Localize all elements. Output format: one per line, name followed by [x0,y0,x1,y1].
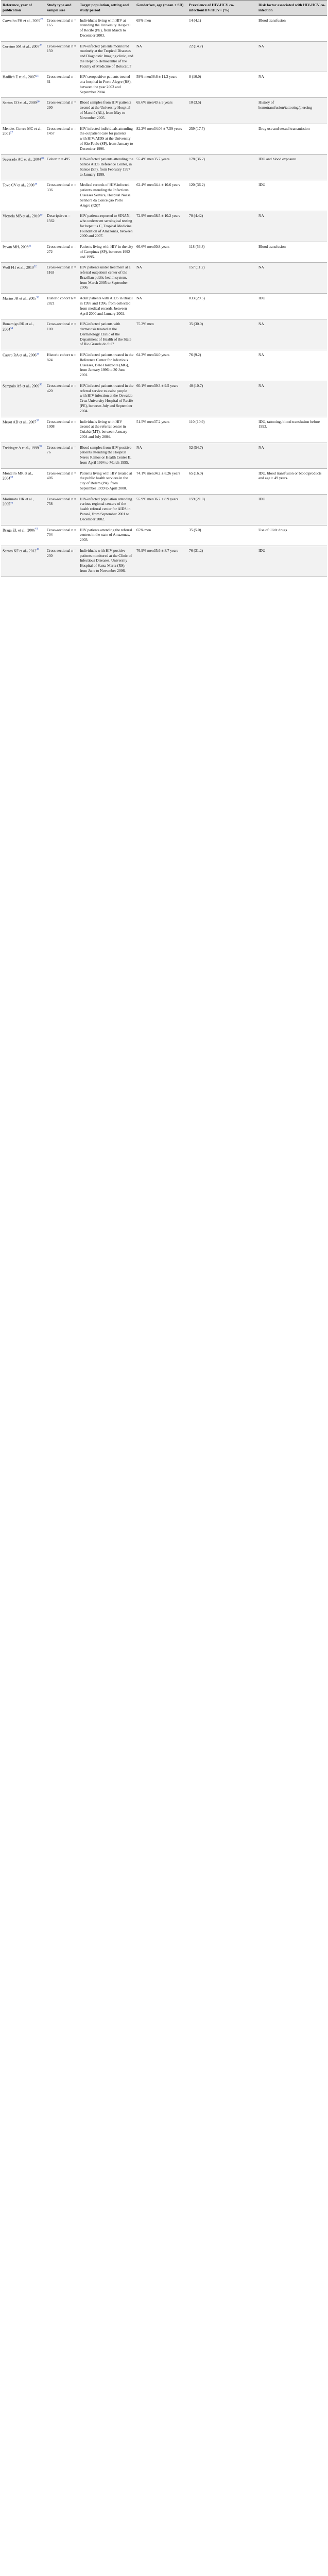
table-row [1,350,327,381]
cell-gender-age: 65% men [135,525,187,546]
table-row [1,417,327,443]
table-row [1,381,327,417]
reference-number: 25 [36,74,39,78]
cell-reference [1,72,45,98]
cell-study-type: Cross-sectional n = 100 [45,319,78,350]
cell-population: HIV-infected patients with dermatosis treated at the Dermatology Clinic of the Department of Health of the State of Rio Grande do Sul? [78,319,135,350]
reference-text: Santos EO et al., 2009 [3,100,37,105]
reference-number: 27 [10,131,13,134]
cell-reference [1,417,45,443]
cell-prevalence: 22 (14.7) [187,41,257,72]
cell-study-type: Cross-sectional n = 150 [45,41,78,72]
cell-reference [1,155,45,180]
reference-link[interactable] [10,327,13,332]
cell-population: Blood samples from HIV-positive patients attending the Hospital Nereu Ramos or Health Center II, from April 1994 to March 1995. [78,443,135,468]
reference-link[interactable] [40,214,43,218]
reference-number: 39 [10,476,13,479]
reference-number: 37 [36,419,39,422]
reference-link[interactable] [39,445,42,450]
cell-gender-age: NA [135,294,187,319]
cell-risk-factor: NA [257,350,327,381]
table-row [1,468,327,494]
cell-prevalence: 40 (10.7) [187,381,257,417]
table-row [1,242,327,263]
cell-prevalence: 118 (53.8) [187,242,257,263]
cell-prevalence: 76 (9.2) [187,350,257,381]
reference-link[interactable] [37,353,40,358]
reference-text: Segurado AC et al., 2004 [3,157,41,162]
table-body [1,15,327,577]
reference-link[interactable] [41,157,44,162]
cell-gender-age: 74.1% men34.2 ± 8.26 years [135,468,187,494]
reference-number: 33 [36,296,39,299]
table-header [1,1,327,16]
cell-gender-age: 72.9% men38.5 ± 10.2 years [135,211,187,242]
cell-study-type: Cross-sectional n = 704 [45,525,78,546]
cell-risk-factor: IDU, blood transfusion or blood products and age > 49 years. [257,468,327,494]
cell-reference [1,263,45,294]
cell-risk-factor: NA [257,381,327,417]
cell-gender-age: 51.5% men37.2 years [135,417,187,443]
reference-text: Mendes-Correa MC et al., 2001 [3,126,43,136]
cell-risk-factor: IDU [257,494,327,525]
cell-study-type: Cross-sectional n = 406 [45,468,78,494]
cell-population: HIV patients attending the referral centers in the state of Amazonas, 2003. [78,525,135,546]
table-row [1,319,327,350]
table-row [1,155,327,180]
reference-text: Wolf FH et al., 2010 [3,265,34,270]
cell-gender-age: NA [135,41,187,72]
cell-risk-factor: NA [257,72,327,98]
cell-population: Adult patients with AIDS in Brazil in 1995 and 1996, from collected from medical records, between April 2000 and January 2002. [78,294,135,319]
reference-text: Bonamigo RR et al., 2004 [3,321,34,332]
reference-number: 36 [39,383,42,386]
reference-text: Tovo CV et al., 2006 [3,182,34,188]
cell-prevalence: 833 (29.5) [187,294,257,319]
cell-gender-age: 76.9% men35.6 ± 8.7 years [135,546,187,577]
reference-number: 24 [39,43,42,47]
page [0,0,328,577]
cell-study-type: Cross-sectional n = 61 [45,72,78,98]
header-gender-age: Gender/sex, age (mean ± SD) [135,1,187,16]
reference-link[interactable] [39,383,42,388]
reference-number: 30 [39,213,43,217]
reference-number: 41 [34,527,38,531]
cell-study-type: Cross-sectional n = 420 [45,381,78,417]
reference-number: 28 [41,157,44,160]
cell-prevalence: 76 (31.2) [187,546,257,577]
cell-risk-factor: NA [257,211,327,242]
cell-risk-factor: Blood transfusion [257,15,327,41]
reference-text: Monteiro MR et al., 2004 [3,470,33,481]
reference-number: 29 [34,182,38,186]
cell-gender-age: 62.4% men34.4 ± 10.6 years [135,180,187,211]
cell-reference [1,546,45,577]
reference-text: Braga EL et al., 2006 [3,528,35,533]
table-row [1,211,327,242]
cell-prevalence: 52 (54.7) [187,443,257,468]
cell-risk-factor: History of hemotransfusion/tattooing/piercing [257,98,327,124]
reference-text: Corvino SM et al., 2007 [3,44,40,49]
cell-prevalence: 70 (4.42) [187,211,257,242]
cell-population: HIV-infected individuals attending the outpatient care for patients with HIV/AIDS at the University of São Paulo (SP), from January to December 1996. [78,124,135,155]
cell-population: HIV-infected patients treated in the referral service to assist people with HIV infection at the Oswaldo Cruz University Hospital of Recife (PE), between July and September 2004. [78,381,135,417]
reference-number: 38 [39,445,42,448]
reference-number: 32 [33,265,37,268]
cell-population: HIV-infected patients monitored routinely at the Tropical Diseases and Diagnostic Imaging clinic, and the Hepatic-Hemocentre of the Faculty of Medicine of Botucatu? [78,41,135,72]
reference-link[interactable] [40,18,43,23]
cell-population: Blood samples from HIV patients treated at the University Hospital of Maceió (AL), from May to November 2005. [78,98,135,124]
reference-link[interactable] [10,502,13,506]
cell-reference [1,211,45,242]
cell-study-type: Cross-sectional n = 1163 [45,263,78,294]
table-row [1,294,327,319]
reference-link[interactable] [34,265,37,270]
cell-gender-age: 55.9% men36.7 ± 8.9 years [135,494,187,525]
cell-prevalence: 259 (17.7) [187,124,257,155]
cell-gender-age: NA [135,443,187,468]
reference-number: 34 [10,327,13,330]
cell-prevalence: 14 (4.1) [187,15,257,41]
cell-reference [1,350,45,381]
cell-risk-factor: Blood transfusion [257,242,327,263]
cell-study-type: Cross-sectional n = 290 [45,98,78,124]
cell-risk-factor: NA [257,263,327,294]
cell-study-type: Cross-sectional n = 165 [45,15,78,41]
table-row [1,180,327,211]
header-population: Target population, setting and study period [78,1,135,16]
cell-prevalence: 35 (30.0) [187,319,257,350]
cell-prevalence: 10 (3.5) [187,98,257,124]
cell-population: HIV-infected patients treated in the Reference Center for Infectious Diseases, Belo Horizonte (MG), from January 1996 to 30 June 2001. [78,350,135,381]
coinfection-table [1,0,327,577]
cell-study-type: Historic cohort n = 824 [45,350,78,381]
reference-text: Carvalho FH et al., 2009 [3,18,41,23]
cell-population: HIV patients under treatment at a referral outpatient center of the Brazilian public health system, from March 2005 to September 2006. [78,263,135,294]
reference-text: Mesot AD et al., 2007 [3,419,37,424]
cell-reference [1,494,45,525]
cell-prevalence: 178 (36.2) [187,155,257,180]
cell-gender-age: 64.3% men34.0 years [135,350,187,381]
cell-prevalence: 8 (10.0) [187,72,257,98]
reference-link[interactable] [37,548,40,553]
cell-risk-factor: IDU [257,294,327,319]
reference-text: Treitinger A et al., 1999 [3,445,39,450]
table-row [1,443,327,468]
reference-link[interactable] [10,131,13,136]
table-row [1,546,327,577]
header-study-type: Study type and sample size [45,1,78,16]
cell-gender-age: 55.4% men35.7 years [135,155,187,180]
cell-prevalence: 65 (16.0) [187,468,257,494]
reference-number: 35 [36,352,40,356]
cell-population: HIV patients reported to SINAN, who underwent serological testing for hepatitis C, Tropical Medicine Foundation of Amazonas, between 2000 and 2007. [78,211,135,242]
table-row [1,41,327,72]
reference-link[interactable] [36,296,39,301]
cell-gender-age: 66.6% men30.8 years [135,242,187,263]
cell-study-type: Cross-sectional n = 272 [45,242,78,263]
cell-population: HIV-seropositive patients treated at a hospital in Porto Alegre (RS), between the year 2003 and September 2004. [78,72,135,98]
reference-link[interactable] [28,245,31,249]
cell-reference [1,381,45,417]
reference-text: Victoria MB et al., 2010 [3,213,40,218]
header-risk-factor: Risk factor associated with HIV-HCV co-infection [257,1,327,16]
cell-reference [1,180,45,211]
reference-number: 31 [28,244,31,248]
cell-reference [1,525,45,546]
cell-reference [1,294,45,319]
table-row [1,124,327,155]
cell-population: Individuals living with HIV at attending the University Hospital of Recife (PE), from March to December 2003. [78,15,135,41]
cell-risk-factor: NA [257,319,327,350]
cell-reference [1,443,45,468]
cell-study-type: Cross-sectional n = 230 [45,546,78,577]
cell-study-type: Historic cohort n = 2821 [45,294,78,319]
cell-prevalence: 35 (5.0) [187,525,257,546]
reference-link[interactable] [35,528,38,532]
cell-population: HIV-infected patients attending the Santos AIDS Reference Center, in Santos (SP), from February 1997 to January 1999. [78,155,135,180]
cell-risk-factor: Drug use and sexual transmission [257,124,327,155]
reference-link[interactable] [36,75,39,79]
cell-gender-age: 82.2% men34.06 ± 7.59 years [135,124,187,155]
cell-risk-factor: NA [257,41,327,72]
table-row [1,525,327,546]
reference-link[interactable] [10,476,13,481]
cell-risk-factor: IDU [257,546,327,577]
cell-study-type: Cross-sectional n = 76 [45,443,78,468]
cell-risk-factor: Use of illicit drugs [257,525,327,546]
table-row [1,263,327,294]
reference-text: Pavan MH, 2003 [3,244,29,249]
cell-gender-age: 65% men [135,15,187,41]
reference-link[interactable] [34,183,38,188]
cell-population: Medical records of HIV-infected patients attending the Infectious Diseases Service, Hospital Nossa Senhora da Conceição Porto Alegre (RS)? [78,180,135,211]
reference-text: Castro RA et al., 2006 [3,352,37,358]
reference-number: 26 [37,100,40,104]
cell-study-type: Descriptive n = 1562 [45,211,78,242]
cell-study-type: Cross-sectional n = 1008 [45,417,78,443]
header-reference: Reference, year of publication [1,1,45,16]
cell-study-type: Cross-sectional n = 1457 [45,124,78,155]
reference-text: Hadlich E et al., 2007 [3,74,36,79]
cell-gender-age: 65.6% men43 ± 9 years [135,98,187,124]
header-prevalence: Prevalence of HIV-HCV co-infectionHIV/HCV+ (%) [187,1,257,16]
cell-reference [1,319,45,350]
table-row [1,15,327,41]
cell-risk-factor: NA [257,443,327,468]
cell-reference [1,124,45,155]
reference-number: 23 [40,18,43,21]
cell-study-type: Cross-sectional n = 336 [45,180,78,211]
reference-link[interactable] [36,419,39,424]
table-row [1,98,327,124]
cell-reference [1,98,45,124]
cell-study-type: Cohort n = 495 [45,155,78,180]
reference-text: Sampaio AS et al., 2009 [3,383,40,388]
cell-prevalence: 157 (11.2) [187,263,257,294]
cell-risk-factor: IDU, tattooing, blood transfusion before 1993. [257,417,327,443]
header-row [1,1,327,16]
reference-link[interactable] [39,44,42,48]
cell-gender-age: 59% men38.6 ± 11.3 years [135,72,187,98]
cell-prevalence: 120 (36.2) [187,180,257,211]
cell-population: Individuals living with HIV treated at the referral center in Cuiabá (MT), between January 2004 and July 2004. [78,417,135,443]
reference-number: 42 [36,548,40,551]
reference-link[interactable] [37,100,40,105]
cell-reference [1,468,45,494]
cell-risk-factor: IDU [257,180,327,211]
cell-reference [1,41,45,72]
cell-population: Individuals with HIV-positive patients monitored at the Clinic of Infectious Diseases, University Hospital of Santa Maria (RS), from June to November 2006. [78,546,135,577]
cell-gender-age: NA [135,263,187,294]
cell-reference [1,15,45,41]
cell-population: Patients living with HIV in the city of Campinas (SP), between 1992 and 1995. [78,242,135,263]
reference-number: 40 [10,501,13,505]
reference-text: Marins JR et al., 2005 [3,296,37,301]
cell-prevalence: 110 (10.9) [187,417,257,443]
cell-reference [1,242,45,263]
table-row [1,72,327,98]
cell-population: HIV-infected population attending various regional centers of the health referral center for AIDS in Paraná, from September 2001 to December 2002. [78,494,135,525]
reference-text: Santos KF et al., 2012 [3,548,37,553]
cell-risk-factor: IDU and blood exposure [257,155,327,180]
reference-text: Morimoto HK et al., 2005 [3,496,34,506]
cell-gender-age: 60.1% men39.3 ± 9.5 years [135,381,187,417]
cell-study-type: Cross-sectional n = 758 [45,494,78,525]
cell-prevalence: 159 (21.0) [187,494,257,525]
cell-gender-age: 75.2% men [135,319,187,350]
table-row [1,494,327,525]
cell-population: Patients living with HIV treated at the public health services in the city of Belém (PA), from September 1999 to April 2000. [78,468,135,494]
